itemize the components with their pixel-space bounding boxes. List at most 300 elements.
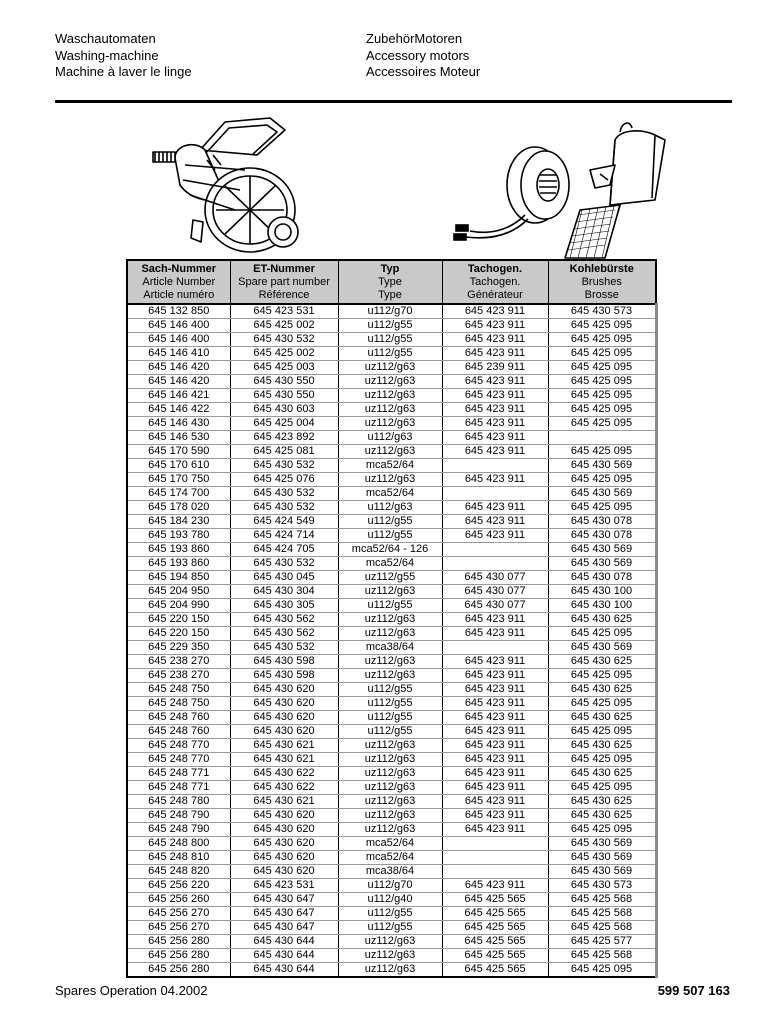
table-cell: 645 423 911 [442,304,548,319]
table-cell: 645 238 270 [127,655,230,669]
table-cell: 645 146 530 [127,431,230,445]
table-cell: uz112/g63 [338,781,442,795]
table-cell: 645 174 700 [127,487,230,501]
table-row [127,389,656,403]
table-cell: 645 423 911 [442,613,548,627]
table-cell: 645 248 760 [127,725,230,739]
table-cell: 645 423 911 [442,515,548,529]
table-cell: 645 193 780 [127,529,230,543]
table-cell: 645 220 150 [127,613,230,627]
table-cell: 645 430 625 [548,739,656,753]
table-row [127,921,656,935]
table-cell: mca52/64 [338,851,442,865]
table-cell: 645 430 644 [230,949,338,963]
table-cell: 645 430 573 [548,879,656,893]
table-cell: 645 430 562 [230,613,338,627]
table-cell: 645 248 750 [127,697,230,711]
table-cell: 645 146 421 [127,389,230,403]
table-cell: uz112/g63 [338,949,442,963]
table-cell: 645 430 647 [230,893,338,907]
table-cell: 645 423 911 [442,711,548,725]
table-row [127,473,656,487]
table-row [127,641,656,655]
table-cell: 645 425 568 [548,949,656,963]
table-cell: 645 430 621 [230,739,338,753]
table-cell: 645 256 280 [127,963,230,978]
table-cell: 645 430 620 [230,837,338,851]
table-row [127,767,656,781]
header-left-line-3: Machine à laver le linge [55,64,192,79]
table-cell: u112/g55 [338,921,442,935]
table-cell: 645 430 620 [230,725,338,739]
table-cell: 645 423 911 [442,697,548,711]
table-cell: 645 170 590 [127,445,230,459]
table-cell: u112/g70 [338,304,442,319]
table-cell: 645 248 790 [127,823,230,837]
table-row [127,697,656,711]
table-row [127,669,656,683]
table-row [127,571,656,585]
table-cell: 645 423 911 [442,725,548,739]
table-cell: 645 423 911 [442,823,548,837]
table-row [127,445,656,459]
table-cell: 645 425 095 [548,781,656,795]
table-cell: u112/g70 [338,879,442,893]
table-cell: 645 430 621 [230,753,338,767]
table-cell: 645 425 095 [548,319,656,333]
table-cell: 645 425 002 [230,347,338,361]
table-cell: u112/g40 [338,893,442,907]
table-cell: u112/g55 [338,599,442,613]
table-cell: 645 256 260 [127,893,230,907]
motor-drawing [145,110,315,260]
table-cell: 645 423 911 [442,809,548,823]
table-cell: 645 423 911 [442,473,548,487]
table-cell: uz112/g63 [338,739,442,753]
table-cell: 645 425 095 [548,725,656,739]
header-right-line-2: Accessory motors [366,47,470,63]
table-cell: uz112/g63 [338,963,442,978]
table-cell: u112/g55 [338,711,442,725]
table-cell: 645 430 569 [548,641,656,655]
table-cell: 645 239 911 [442,361,548,375]
header-left-line-1: Waschautomaten [55,31,156,46]
table-cell: 645 194 850 [127,571,230,585]
table-cell: 645 430 078 [548,529,656,543]
table-cell: 645 204 990 [127,599,230,613]
table-cell: 645 430 647 [230,921,338,935]
table-cell: uz112/g63 [338,613,442,627]
table-row [127,935,656,949]
table-cell: u112/g55 [338,333,442,347]
table-cell: 645 425 095 [548,389,656,403]
table-cell: uz112/g63 [338,585,442,599]
table-cell: u112/g55 [338,725,442,739]
table-cell: 645 430 569 [548,851,656,865]
table-cell: 645 430 620 [230,823,338,837]
table-cell: 645 430 569 [548,557,656,571]
table-cell: 645 430 100 [548,599,656,613]
table-row [127,795,656,809]
header-right-line-1: ZubehörMotoren [366,31,463,46]
table-cell: u112/g55 [338,907,442,921]
table-cell: 645 425 095 [548,347,656,361]
table-cell: 645 425 095 [548,823,656,837]
table-cell: 645 423 892 [230,431,338,445]
table-cell: 645 430 078 [548,571,656,585]
table-cell: mca52/64 [338,487,442,501]
table-cell: u112/g55 [338,347,442,361]
table-row [127,781,656,795]
table-cell: 645 430 573 [548,304,656,319]
column-header-article-number: Sach-Nummer Article Number Article numéro [127,260,230,304]
table-cell: 645 430 532 [230,487,338,501]
table-row [127,963,656,978]
table-cell: 645 430 620 [230,697,338,711]
table-cell: 645 425 095 [548,473,656,487]
table-cell [442,543,548,557]
table-row [127,837,656,851]
table-cell: mca52/64 [338,557,442,571]
table-cell: 645 178 020 [127,501,230,515]
table-cell: uz112/g63 [338,473,442,487]
table-cell: 645 430 598 [230,655,338,669]
table-cell: uz112/g63 [338,375,442,389]
table-cell: 645 425 568 [548,907,656,921]
table-cell: 645 425 095 [548,445,656,459]
table-cell: u112/g55 [338,529,442,543]
table-cell: u112/g55 [338,319,442,333]
table-row [127,543,656,557]
table-cell: 645 256 280 [127,935,230,949]
table-cell: 645 425 095 [548,501,656,515]
table-cell: 645 424 549 [230,515,338,529]
table-cell: 645 423 911 [442,767,548,781]
table-cell: 645 146 400 [127,319,230,333]
table-cell: u112/g55 [338,683,442,697]
table-cell: 645 430 625 [548,613,656,627]
table-cell: 645 423 911 [442,669,548,683]
table-cell: 645 193 860 [127,543,230,557]
parts-table-body [127,304,656,977]
table-cell: 645 248 771 [127,767,230,781]
table-cell: mca52/64 [338,837,442,851]
table-cell: 645 430 620 [230,683,338,697]
table-row [127,823,656,837]
table-row [127,487,656,501]
table-cell: 645 146 420 [127,361,230,375]
table-cell: 645 425 095 [548,697,656,711]
table-cell: u112/g55 [338,697,442,711]
table-cell: 645 430 620 [230,865,338,879]
table-row [127,753,656,767]
table-cell: 645 170 750 [127,473,230,487]
table-cell: 645 425 577 [548,935,656,949]
table-cell: 645 430 569 [548,865,656,879]
table-row [127,809,656,823]
table-cell [442,837,548,851]
header-rule [55,100,732,103]
table-cell: 645 248 800 [127,837,230,851]
table-cell: 645 430 569 [548,543,656,557]
table-cell: 645 430 644 [230,935,338,949]
table-cell: 645 423 911 [442,389,548,403]
table-cell: 645 430 621 [230,795,338,809]
table-cell: 645 430 532 [230,641,338,655]
table-cell: 645 425 004 [230,417,338,431]
table-cell: 645 430 603 [230,403,338,417]
table-cell: 645 425 095 [548,333,656,347]
table-cell: 645 430 304 [230,585,338,599]
table-row [127,459,656,473]
table-row [127,431,656,445]
table-cell: 645 430 562 [230,627,338,641]
table-cell: 645 256 270 [127,921,230,935]
table-cell: 645 425 565 [442,935,548,949]
table-cell: 645 425 095 [548,403,656,417]
table-cell: uz112/g63 [338,753,442,767]
table-cell: 645 430 532 [230,501,338,515]
table-cell: uz112/g63 [338,767,442,781]
table-cell: 645 430 100 [548,585,656,599]
table-cell: uz112/g63 [338,361,442,375]
table-cell: 645 425 565 [442,963,548,978]
table-cell: 645 248 820 [127,865,230,879]
table-cell: u112/g55 [338,515,442,529]
table-cell: 645 425 095 [548,627,656,641]
table-cell: 645 430 532 [230,557,338,571]
table-cell: 645 248 790 [127,809,230,823]
table-cell: 645 423 911 [442,417,548,431]
table-row [127,865,656,879]
table-cell: 645 430 569 [548,459,656,473]
table-cell: 645 430 077 [442,599,548,613]
table-cell: 645 423 911 [442,739,548,753]
table-cell: mca52/64 - 126 [338,543,442,557]
table-cell: 645 430 622 [230,767,338,781]
table-cell: 645 430 045 [230,571,338,585]
table-row [127,319,656,333]
table-cell: 645 430 622 [230,781,338,795]
table-row [127,893,656,907]
table-row [127,725,656,739]
table-cell: 645 424 705 [230,543,338,557]
table-cell: 645 220 150 [127,627,230,641]
table-cell: 645 430 532 [230,333,338,347]
table-cell: 645 430 625 [548,655,656,669]
table-cell: 645 238 270 [127,669,230,683]
table-cell: 645 423 531 [230,304,338,319]
table-cell: 645 256 280 [127,949,230,963]
table-cell [442,557,548,571]
table-cell: 645 248 770 [127,753,230,767]
header-left-line-2: Washing-machine [55,47,159,63]
table-cell: 645 430 625 [548,795,656,809]
table-cell: 645 423 911 [442,655,548,669]
table-row [127,403,656,417]
table-cell: 645 430 598 [230,669,338,683]
table-cell: uz112/g63 [338,823,442,837]
table-cell: mca38/64 [338,865,442,879]
table-cell: 645 430 620 [230,851,338,865]
table-cell: 645 248 770 [127,739,230,753]
table-cell: 645 425 565 [442,893,548,907]
table-cell: 645 204 950 [127,585,230,599]
footer-left: Spares Operation 04.2002 [55,983,208,998]
table-cell: 645 423 531 [230,879,338,893]
table-row [127,851,656,865]
column-header-type: Typ Type Type [338,260,442,304]
table-row [127,557,656,571]
table-cell: uz112/g63 [338,669,442,683]
table-cell: 645 425 095 [548,669,656,683]
table-cell: 645 248 760 [127,711,230,725]
table-cell: 645 425 076 [230,473,338,487]
table-cell: uz112/g63 [338,389,442,403]
table-row [127,417,656,431]
table-cell: 645 423 911 [442,431,548,445]
table-cell: 645 423 911 [442,333,548,347]
table-cell: uz112/g63 [338,445,442,459]
table-cell: u112/g63 [338,431,442,445]
table-cell [442,865,548,879]
table-cell: 645 423 911 [442,879,548,893]
table-row [127,655,656,669]
column-header-brushes: Kohlebürste Brushes Brosse [548,260,656,304]
table-row [127,711,656,725]
table-cell: 645 430 625 [548,809,656,823]
column-header-spare-part-number: ET-Nummer Spare part number Référence [230,260,338,304]
table-cell: 645 423 911 [442,781,548,795]
table-cell: 645 425 095 [548,753,656,767]
table-cell: 645 425 095 [548,375,656,389]
table-cell: 645 430 620 [230,711,338,725]
table-cell: mca52/64 [338,459,442,473]
table-cell [442,459,548,473]
table-cell: 645 424 714 [230,529,338,543]
table-cell: 645 425 095 [548,417,656,431]
table-cell: 645 423 911 [442,501,548,515]
table-cell: 645 430 550 [230,375,338,389]
table-cell: 645 430 550 [230,389,338,403]
table-cell: 645 423 911 [442,319,548,333]
table-cell: 645 423 911 [442,445,548,459]
table-cell: uz112/g63 [338,795,442,809]
table-cell: uz112/g63 [338,935,442,949]
table-cell: 645 256 270 [127,907,230,921]
table-cell: 645 430 078 [548,515,656,529]
carbon-brush-drawing [560,110,675,260]
table-cell: 645 170 610 [127,459,230,473]
header-right [366,31,480,81]
table-cell: 645 146 420 [127,375,230,389]
table-cell: 645 430 532 [230,459,338,473]
table-row [127,683,656,697]
table-cell: 645 425 095 [548,963,656,978]
table-cell: 645 184 230 [127,515,230,529]
table-row [127,304,656,319]
table-cell: 645 430 644 [230,963,338,978]
table-cell: 645 193 860 [127,557,230,571]
table-row [127,627,656,641]
table-cell: 645 425 565 [442,907,548,921]
table-row [127,949,656,963]
table-row [127,333,656,347]
table-cell: 645 248 810 [127,851,230,865]
column-header-tachogenerator: Tachogen. Tachogen. Générateur [442,260,548,304]
table-cell: 645 430 569 [548,837,656,851]
header-left [55,31,192,81]
table-cell: 645 430 625 [548,683,656,697]
table-cell: 645 146 430 [127,417,230,431]
table-row [127,879,656,893]
table-cell [548,431,656,445]
table-row [127,375,656,389]
table-cell: 645 248 771 [127,781,230,795]
table-cell: 645 146 400 [127,333,230,347]
table-row [127,613,656,627]
table-cell: 645 248 780 [127,795,230,809]
table-cell: 645 430 620 [230,809,338,823]
table-row [127,907,656,921]
footer-document-number: 599 507 163 [657,983,730,998]
table-cell: uz112/g63 [338,627,442,641]
table-cell: 645 430 077 [442,585,548,599]
header-right-line-3: Accessoires Moteur [366,64,481,79]
table-cell: 645 425 565 [442,949,548,963]
table-row [127,515,656,529]
table-row [127,599,656,613]
table-cell [442,851,548,865]
table-cell: 645 229 350 [127,641,230,655]
table-cell: 645 425 095 [548,361,656,375]
table-row [127,361,656,375]
table-cell: 645 425 568 [548,893,656,907]
table-row [127,739,656,753]
table-cell: 645 146 422 [127,403,230,417]
table-cell: 645 423 911 [442,795,548,809]
table-row [127,529,656,543]
table-cell: 645 425 003 [230,361,338,375]
table-cell: uz112/g63 [338,403,442,417]
table-cell: 645 132 850 [127,304,230,319]
table-cell: 645 423 911 [442,347,548,361]
table-cell: 645 430 077 [442,571,548,585]
table-cell: 645 430 625 [548,711,656,725]
table-cell: 645 430 569 [548,487,656,501]
table-cell: 645 425 568 [548,921,656,935]
table-cell: 645 430 647 [230,907,338,921]
table-cell: 645 248 750 [127,683,230,697]
table-row [127,347,656,361]
table-cell: uz112/g55 [338,571,442,585]
parts-table [126,259,658,978]
table-cell: mca38/64 [338,641,442,655]
table-cell: 645 423 911 [442,403,548,417]
table-header-row [127,260,656,304]
table-cell: 645 425 565 [442,921,548,935]
table-cell: 645 430 305 [230,599,338,613]
table-cell: 645 423 911 [442,529,548,543]
table-cell: 645 146 410 [127,347,230,361]
table-cell: uz112/g63 [338,809,442,823]
table-cell: 645 423 911 [442,753,548,767]
table-cell [442,641,548,655]
table-cell: uz112/g63 [338,417,442,431]
table-cell: u112/g63 [338,501,442,515]
table-cell: 645 425 081 [230,445,338,459]
table-row [127,501,656,515]
